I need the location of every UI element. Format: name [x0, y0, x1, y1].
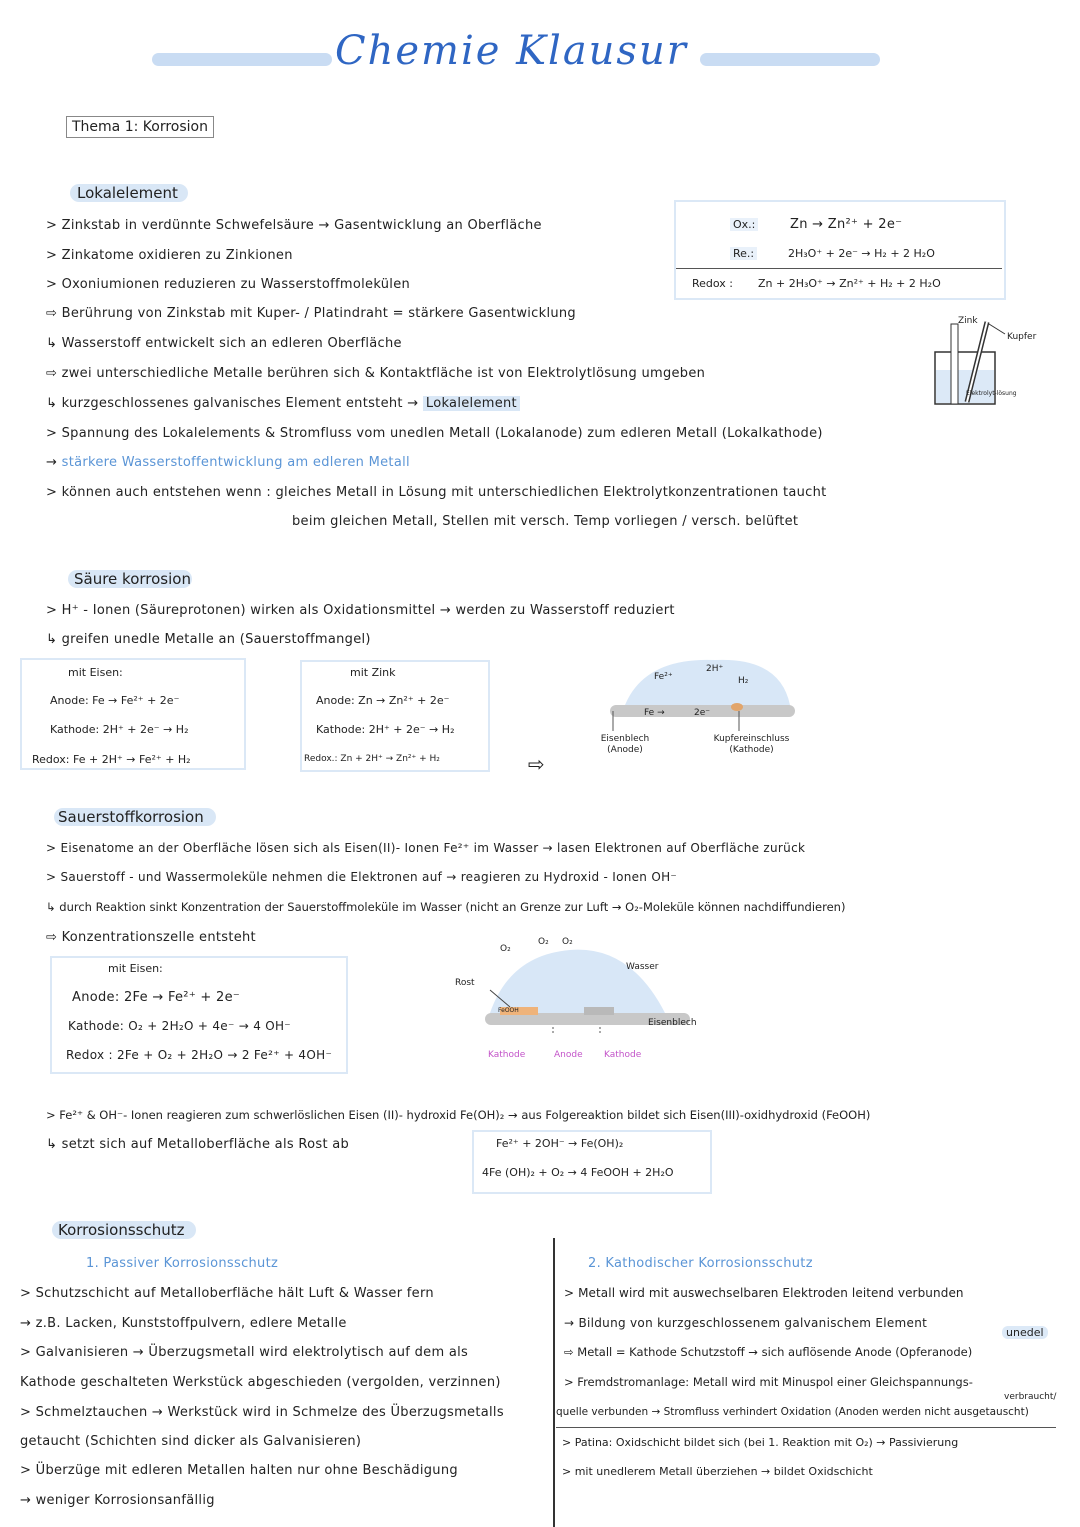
text-line: → weniger Korrosionsanfällig [20, 1493, 215, 1508]
label-fe: Fe → [644, 708, 665, 718]
text-line: > mit unedlerem Metall überziehen → bildet Oxidschicht [562, 1465, 873, 1478]
label-unedel: unedel [1002, 1326, 1048, 1339]
text-line: ↳ greifen unedle Metalle an (Sauerstoffmangel) [46, 632, 371, 647]
text-line: → z.B. Lacken, Kunststoffpulvern, edlere Metalle [20, 1316, 347, 1331]
text-line: beim gleichen Metall, Stellen mit versch. Temp vorliegen / versch. belüftet [292, 514, 799, 529]
kathode-eq: Kathode: 2H⁺ + 2e⁻ → H₂ [316, 723, 455, 736]
divider [676, 268, 1002, 269]
anode-eq: Anode: Fe → Fe²⁺ + 2e⁻ [50, 694, 180, 707]
text-line: > Patina: Oxidschicht bildet sich (bei 1. Reaktion mit O₂) → Passivierung [562, 1436, 959, 1449]
text-line: > Zinkstab in verdünnte Schwefelsäure → Gasentwicklung an Oberfläche [46, 218, 542, 233]
acid-corrosion-diagram [605, 655, 805, 735]
title-bar-right [700, 53, 880, 66]
text-line: > Zinkatome oxidieren zu Zinkionen [46, 248, 293, 263]
anode-eq: Anode: 2Fe → Fe²⁺ + 2e⁻ [72, 990, 241, 1005]
ox-label: Ox.: [730, 218, 758, 231]
text-line: > Fremdstromanlage: Metall wird mit Minuspol einer Gleichspannungs- [564, 1375, 973, 1389]
label-kathode: Kathode [488, 1050, 526, 1060]
subheading-passiver: 1. Passiver Korrosionsschutz [86, 1256, 279, 1271]
section-heading-lokalelement: Lokalelement [77, 184, 178, 202]
title-bar-left [152, 53, 332, 66]
label-kathode: Kathode [604, 1050, 642, 1060]
text-line: ↳ durch Reaktion sinkt Konzentration der Sauerstoffmoleküle im Wasser (nicht an Grenze zur Luft → O₂-Moleküle können nachdiffundieren) [46, 900, 846, 914]
label-fe2: Fe²⁺ [654, 672, 673, 682]
column-divider [553, 1238, 555, 1527]
label-elektrolyt: Elektrolyt-lösung [966, 390, 1017, 397]
kathode-eq: Kathode: 2H⁺ + 2e⁻ → H₂ [50, 723, 189, 736]
arrow-text: → [46, 455, 58, 470]
label-h2: H₂ [738, 676, 749, 686]
rost-eq-1: Fe²⁺ + 2OH⁻ → Fe(OH)₂ [496, 1137, 624, 1150]
text-line: ⇨ Konzentrationszelle entsteht [46, 930, 256, 945]
text-line: ↳ Wasserstoff entwickelt sich an edleren Oberfläche [46, 336, 402, 351]
redox-label: Redox : [692, 277, 734, 290]
text-line: > Überzüge mit edleren Metallen halten nur ohne Beschädigung [20, 1463, 458, 1478]
redox-equation: Zn + 2H₃O⁺ → Zn²⁺ + H₂ + 2 H₂O [758, 277, 941, 290]
text-line: Kathode geschalteten Werkstück abgeschieden (vergolden, verzinnen) [20, 1375, 501, 1390]
redox-eq: Redox.: Zn + 2H⁺ → Zn²⁺ + H₂ [304, 754, 440, 764]
text-line: > Fe²⁺ & OH⁻- Ionen reagieren zum schwerlöslichen Eisen (II)- hydroxid Fe(OH)₂ → aus Folgereaktion bildet sich Eisen(III)-oxidhydroxid (FeOOH) [46, 1108, 871, 1122]
subheading-kathodischer: 2. Kathodischer Korrosionsschutz [588, 1256, 813, 1271]
label-o2: O₂ [562, 937, 573, 947]
text-line: → Bildung von kurzgeschlossenem galvanischem Element [564, 1316, 928, 1330]
redox-eq: Redox: Fe + 2H⁺ → Fe²⁺ + H₂ [32, 753, 191, 766]
text-line: > Spannung des Lokalelements & Stromfluss vom unedlen Metall (Lokalanode) zum edleren Metall (Lokalkathode) [46, 426, 823, 441]
label-anode: Anode [554, 1050, 583, 1060]
label-kupfer: Kupfer [1007, 332, 1037, 342]
kathode-eq: Kathode: O₂ + 2H₂O + 4e⁻ → 4 OH⁻ [68, 1019, 291, 1033]
label-rost: Rost [455, 978, 475, 988]
text-line: > Schmelztauchen → Werkstück wird in Schmelze des Überzugsmetalls [20, 1405, 504, 1420]
text-line: ⇨ zwei unterschiedliche Metalle berühren sich & Kontaktfläche ist von Elektrolytlösung umgeben [46, 366, 706, 381]
label-eisenblech: Eisenblech [648, 1018, 697, 1028]
box-title: mit Zink [350, 666, 396, 679]
highlight-text: stärkere Wasserstoffentwicklung am edleren Metall [61, 455, 410, 470]
redox-eq: Redox : 2Fe + O₂ + 2H₂O → 2 Fe²⁺ + 4OH⁻ [66, 1048, 333, 1062]
text-line: > Metall wird mit auswechselbaren Elektroden leitend verbunden [564, 1286, 964, 1300]
section-heading-saeurekorrosion: Säure korrosion [74, 570, 191, 588]
text-line: getaucht (Schichten sind dicker als Galvanisieren) [20, 1434, 362, 1449]
label-verbraucht: verbraucht/ [1004, 1392, 1057, 1402]
text-line [46, 455, 410, 470]
text-line: > können auch entstehen wenn : gleiches Metall in Lösung mit unterschiedlichen Elektrolytkonzentrationen taucht [46, 485, 827, 500]
topic-label: Thema 1: Korrosion [66, 116, 214, 138]
label-feooh: FeOOH [498, 1007, 519, 1014]
text-line: > Oxoniumionen reduzieren zu Wasserstoffmolekülen [46, 277, 411, 292]
box-title: mit Eisen: [108, 962, 163, 975]
label-zink: Zink [958, 316, 978, 326]
text-part: ↳ kurzgeschlossenes galvanisches Element entsteht → [46, 396, 419, 411]
text-line: quelle verbunden → Stromfluss verhindert Oxidation (Anoden werden nicht ausgetauscht) [556, 1406, 1029, 1418]
re-label: Re.: [730, 247, 757, 260]
label-kupfereinschluss: Kupfereinschluss (Kathode) [713, 734, 790, 755]
box-title: mit Eisen: [68, 666, 123, 679]
text-line: ⇨ Metall = Kathode Schutzstoff → sich auflösende Anode (Opferanode) [564, 1345, 973, 1359]
ox-equation: Zn → Zn²⁺ + 2e⁻ [790, 217, 903, 232]
divider [556, 1427, 1056, 1428]
highlight-lokalelement: Lokalelement [423, 396, 520, 411]
text-line: > H⁺ - Ionen (Säureprotonen) wirken als Oxidationsmittel → werden zu Wasserstoff reduziert [46, 603, 675, 618]
label-2h: 2H⁺ [706, 664, 724, 674]
text-line: > Sauerstoff - und Wassermoleküle nehmen die Elektronen auf → reagieren zu Hydroxid - Ionen OH⁻ [46, 870, 678, 884]
label-2e: 2e⁻ [694, 708, 711, 718]
anode-eq: Anode: Zn → Zn²⁺ + 2e⁻ [316, 694, 450, 707]
arrow-right-icon: ⇨ [528, 752, 545, 776]
label-o2: O₂ [500, 944, 511, 954]
page-title: Chemie Klausur [335, 28, 688, 74]
rost-eq-2: 4Fe (OH)₂ + O₂ → 4 FeOOH + 2H₂O [482, 1166, 674, 1179]
text-line: > Schutzschicht auf Metalloberfläche hält Luft & Wasser fern [20, 1286, 434, 1301]
text-line [46, 396, 520, 411]
text-line: ↳ setzt sich auf Metalloberfläche als Rost ab [46, 1137, 350, 1152]
label-wasser: Wasser [626, 962, 659, 972]
re-equation: 2H₃O⁺ + 2e⁻ → H₂ + 2 H₂O [788, 247, 935, 260]
zinc-copper-beaker-diagram [925, 312, 1055, 412]
label-o2: O₂ [538, 937, 549, 947]
text-line: > Galvanisieren → Überzugsmetall wird elektrolytisch auf dem als [20, 1345, 469, 1360]
text-line: ⇨ Berührung von Zinkstab mit Kuper- / Platindraht = stärkere Gasentwicklung [46, 306, 576, 321]
section-heading-korrosionsschutz: Korrosionsschutz [58, 1221, 185, 1239]
section-heading-sauerstoffkorrosion: Sauerstoffkorrosion [58, 808, 204, 826]
text-line: > Eisenatome an der Oberfläche lösen sich als Eisen(II)- Ionen Fe²⁺ im Wasser → lasen Elektronen auf Oberfläche zurück [46, 841, 806, 855]
label-eisenblech: Eisenblech (Anode) [600, 734, 650, 755]
